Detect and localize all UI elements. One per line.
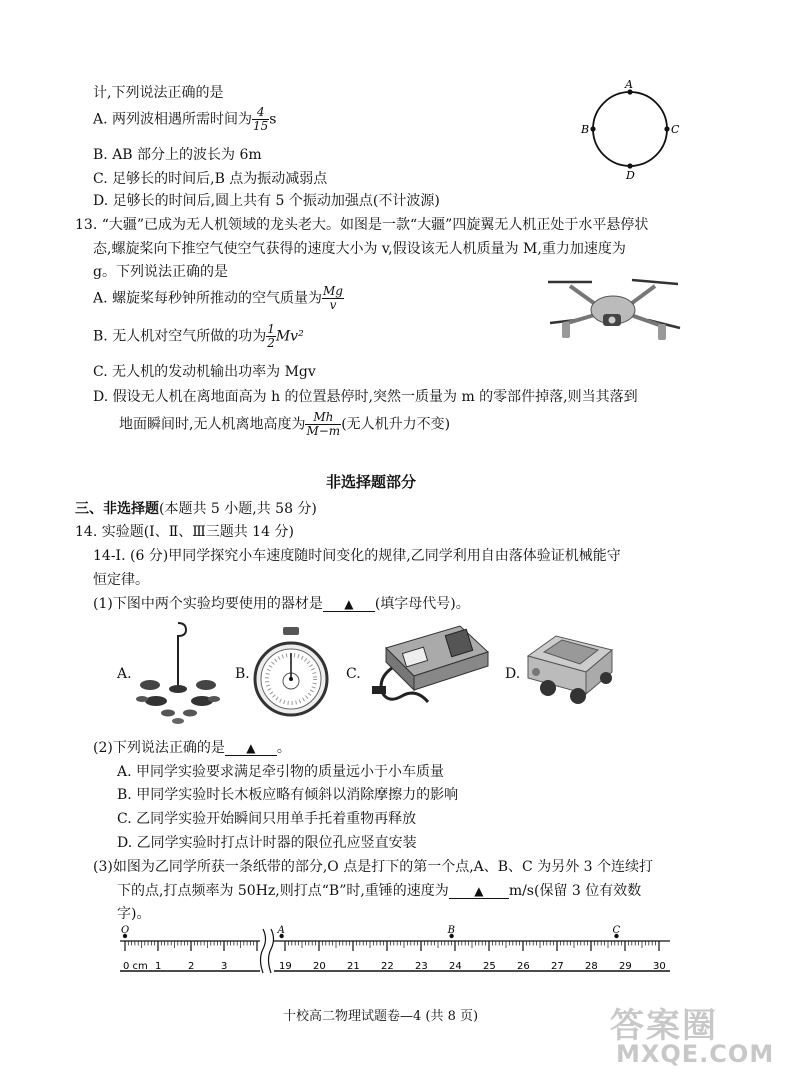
ruler-label-30: 30 xyxy=(653,961,666,972)
q14-p3-line1: (3)如图为乙同学所获一条纸带的部分,O 点是打下的第一个点,A、B、C 为另外 3 个连续打 xyxy=(93,859,654,875)
q13-line3: g。下列说法正确的是 xyxy=(93,264,228,280)
q14-p2-option-c: C. 乙同学实验开始瞬间只用单手托着重物再释放 xyxy=(117,811,417,827)
hook-weights-image xyxy=(132,617,224,727)
ruler-label-29: 29 xyxy=(619,961,632,972)
ruler-label-28: 28 xyxy=(585,961,598,972)
watermark-logo: 答案圈 xyxy=(610,1006,718,1046)
propeller-right-top xyxy=(632,280,678,284)
q14-p2-option-a: A. 甲同学实验要求满足牵引物的质量远小于小车质量 xyxy=(117,764,445,780)
section-heading xyxy=(75,498,317,518)
equip-label-a: A. xyxy=(117,666,132,682)
q13-d-note: (无人机升力不变) xyxy=(341,416,451,433)
tape-label-b: B xyxy=(447,925,455,936)
q12-a-unit: s xyxy=(269,111,277,128)
ruler-label-24: 24 xyxy=(449,961,462,972)
watermark-url: MXQE.COM xyxy=(616,1040,775,1068)
q14-i-line2: 恒定律。 xyxy=(93,572,149,588)
q14-p2-post: 。 xyxy=(276,740,291,756)
q12-option-b: B. AB 部分上的波长为 6m xyxy=(93,147,262,163)
point-c-dot xyxy=(664,126,669,131)
q14-title: 14. 实验题(Ⅰ、Ⅱ、Ⅲ三题共 14 分) xyxy=(75,524,294,540)
q14-part1 xyxy=(93,593,470,613)
tape-label-o: O xyxy=(121,925,130,936)
q13-option-d-line2 xyxy=(119,411,450,438)
q13-b-expr: Mv² xyxy=(275,328,304,345)
q14-p1-text: (1)下图中两个实验均要使用的器材是 xyxy=(93,596,323,612)
ruler-label-1: 1 xyxy=(155,961,162,972)
q14-part2 xyxy=(93,737,291,757)
q14-p1-post: (填字母代号)。 xyxy=(374,596,470,612)
point-d-dot xyxy=(627,163,632,168)
ruler-label-3: 3 xyxy=(221,961,228,972)
q13-a-text: A. 螺旋桨每秒钟所推动的空气质量为 xyxy=(93,290,323,307)
q13-option-a xyxy=(93,285,344,312)
q14-p3-post: m/s(保留 3 位有效数 xyxy=(508,883,642,899)
q13-d-text: 地面瞬间时,无人机离地高度为 xyxy=(119,416,306,433)
q14-p2-option-b: B. 甲同学实验时长木板应略有倾斜以消除摩擦力的影响 xyxy=(117,787,459,803)
ruler-label-19: 19 xyxy=(279,961,292,972)
drone-image xyxy=(540,268,685,348)
label-d: D xyxy=(626,169,635,182)
section-heading-label: 三、非选择题 xyxy=(75,501,159,517)
equip-label-c: C. xyxy=(346,666,361,682)
point-b-dot xyxy=(590,126,595,131)
label-b: B xyxy=(581,123,590,136)
paper-tape-ruler xyxy=(115,925,675,975)
ruler-label-27: 27 xyxy=(551,961,564,972)
q12-option-c: C. 足够长的时间后,B 点为振动减弱点 xyxy=(93,171,328,187)
wave-circle-diagram xyxy=(580,78,690,183)
answer-blank-2[interactable]: ▲ xyxy=(225,741,277,756)
answer-blank-3[interactable]: ▲ xyxy=(449,884,509,899)
q13-d-fraction: $\frac{Mh}{M-m}$ xyxy=(306,410,341,438)
q14-p2-option-d: D. 乙同学实验时打点计时器的限位孔应竖直安装 xyxy=(117,835,417,851)
equip-label-d: D. xyxy=(505,666,521,682)
ruler-ticks xyxy=(125,941,659,951)
answer-blank-1[interactable]: ▲ xyxy=(323,597,375,612)
tape-label-a: A xyxy=(277,925,285,936)
q14-p2-text: (2)下列说法正确的是 xyxy=(93,740,225,756)
ruler-label-23: 23 xyxy=(415,961,428,972)
ruler-label-26: 26 xyxy=(517,961,530,972)
stopwatch-image xyxy=(252,625,330,721)
circle xyxy=(593,92,667,166)
section-title: 非选择题部分 xyxy=(326,473,417,491)
q13-line1: 13. “大疆”已成为无人机领域的龙头老大。如图是一款“大疆”四旋翼无人机正处于水平悬停状 xyxy=(75,217,649,233)
q13-line2: 态,螺旋桨向下推空气使空气获得的速度大小为 v,假设该无人机质量为 M,重力加速度为 xyxy=(93,241,626,257)
q14-p3-line2 xyxy=(117,880,641,900)
q13-b-text: B. 无人机对空气所做的功为 xyxy=(93,328,267,345)
timer-image xyxy=(364,620,492,720)
label-c: C xyxy=(671,123,680,136)
q12-stem-end: 计,下列说法正确的是 xyxy=(93,85,224,101)
page-footer: 十校高二物理试题卷—4 (共 8 页) xyxy=(283,1009,479,1024)
ruler-label-2: 2 xyxy=(188,961,195,972)
ruler-label-25: 25 xyxy=(483,961,496,972)
section-heading-rest: (本题共 5 小题,共 58 分) xyxy=(159,501,317,517)
q12-option-a xyxy=(93,106,276,133)
ruler-label-22: 22 xyxy=(381,961,394,972)
q13-option-c: C. 无人机的发动机输出功率为 Mgv xyxy=(93,364,316,380)
q12-a-fraction: $\frac{4}{15}$ xyxy=(253,105,269,133)
q14-i-line1: 14-Ⅰ. (6 分)甲同学探究小车速度随时间变化的规律,乙同学利用自由落体验证机械能守 xyxy=(93,548,621,564)
ruler-label-20: 20 xyxy=(313,961,326,972)
q13-option-d-line1: D. 假设无人机在离地面高为 h 的位置悬停时,突然一质量为 m 的零部件掉落,则当其落到 xyxy=(93,389,638,405)
tape-label-c: C xyxy=(612,925,621,936)
q13-option-b xyxy=(93,323,304,350)
tape-points xyxy=(121,925,621,938)
q14-p3-text: 下的点,打点频率为 50Hz,则打点“B”时,重锤的速度为 xyxy=(117,883,449,899)
q12-a-text: A. 两列波相遇所需时间为 xyxy=(93,111,253,128)
ruler-label-0: 0 cm xyxy=(123,961,148,972)
label-a: A xyxy=(625,78,633,91)
cart-image xyxy=(516,628,622,714)
equip-label-b: B. xyxy=(235,666,250,682)
q14-p3-line3: 字)。 xyxy=(117,906,151,922)
q13-b-fraction: $\frac{1}{2}$ xyxy=(267,322,275,350)
ruler-label-21: 21 xyxy=(347,961,360,972)
q13-a-fraction: $\frac{Mg}{v}$ xyxy=(323,284,343,312)
q12-option-d: D. 足够长的时间后,圆上共有 5 个振动加强点(不计波源) xyxy=(93,193,440,209)
